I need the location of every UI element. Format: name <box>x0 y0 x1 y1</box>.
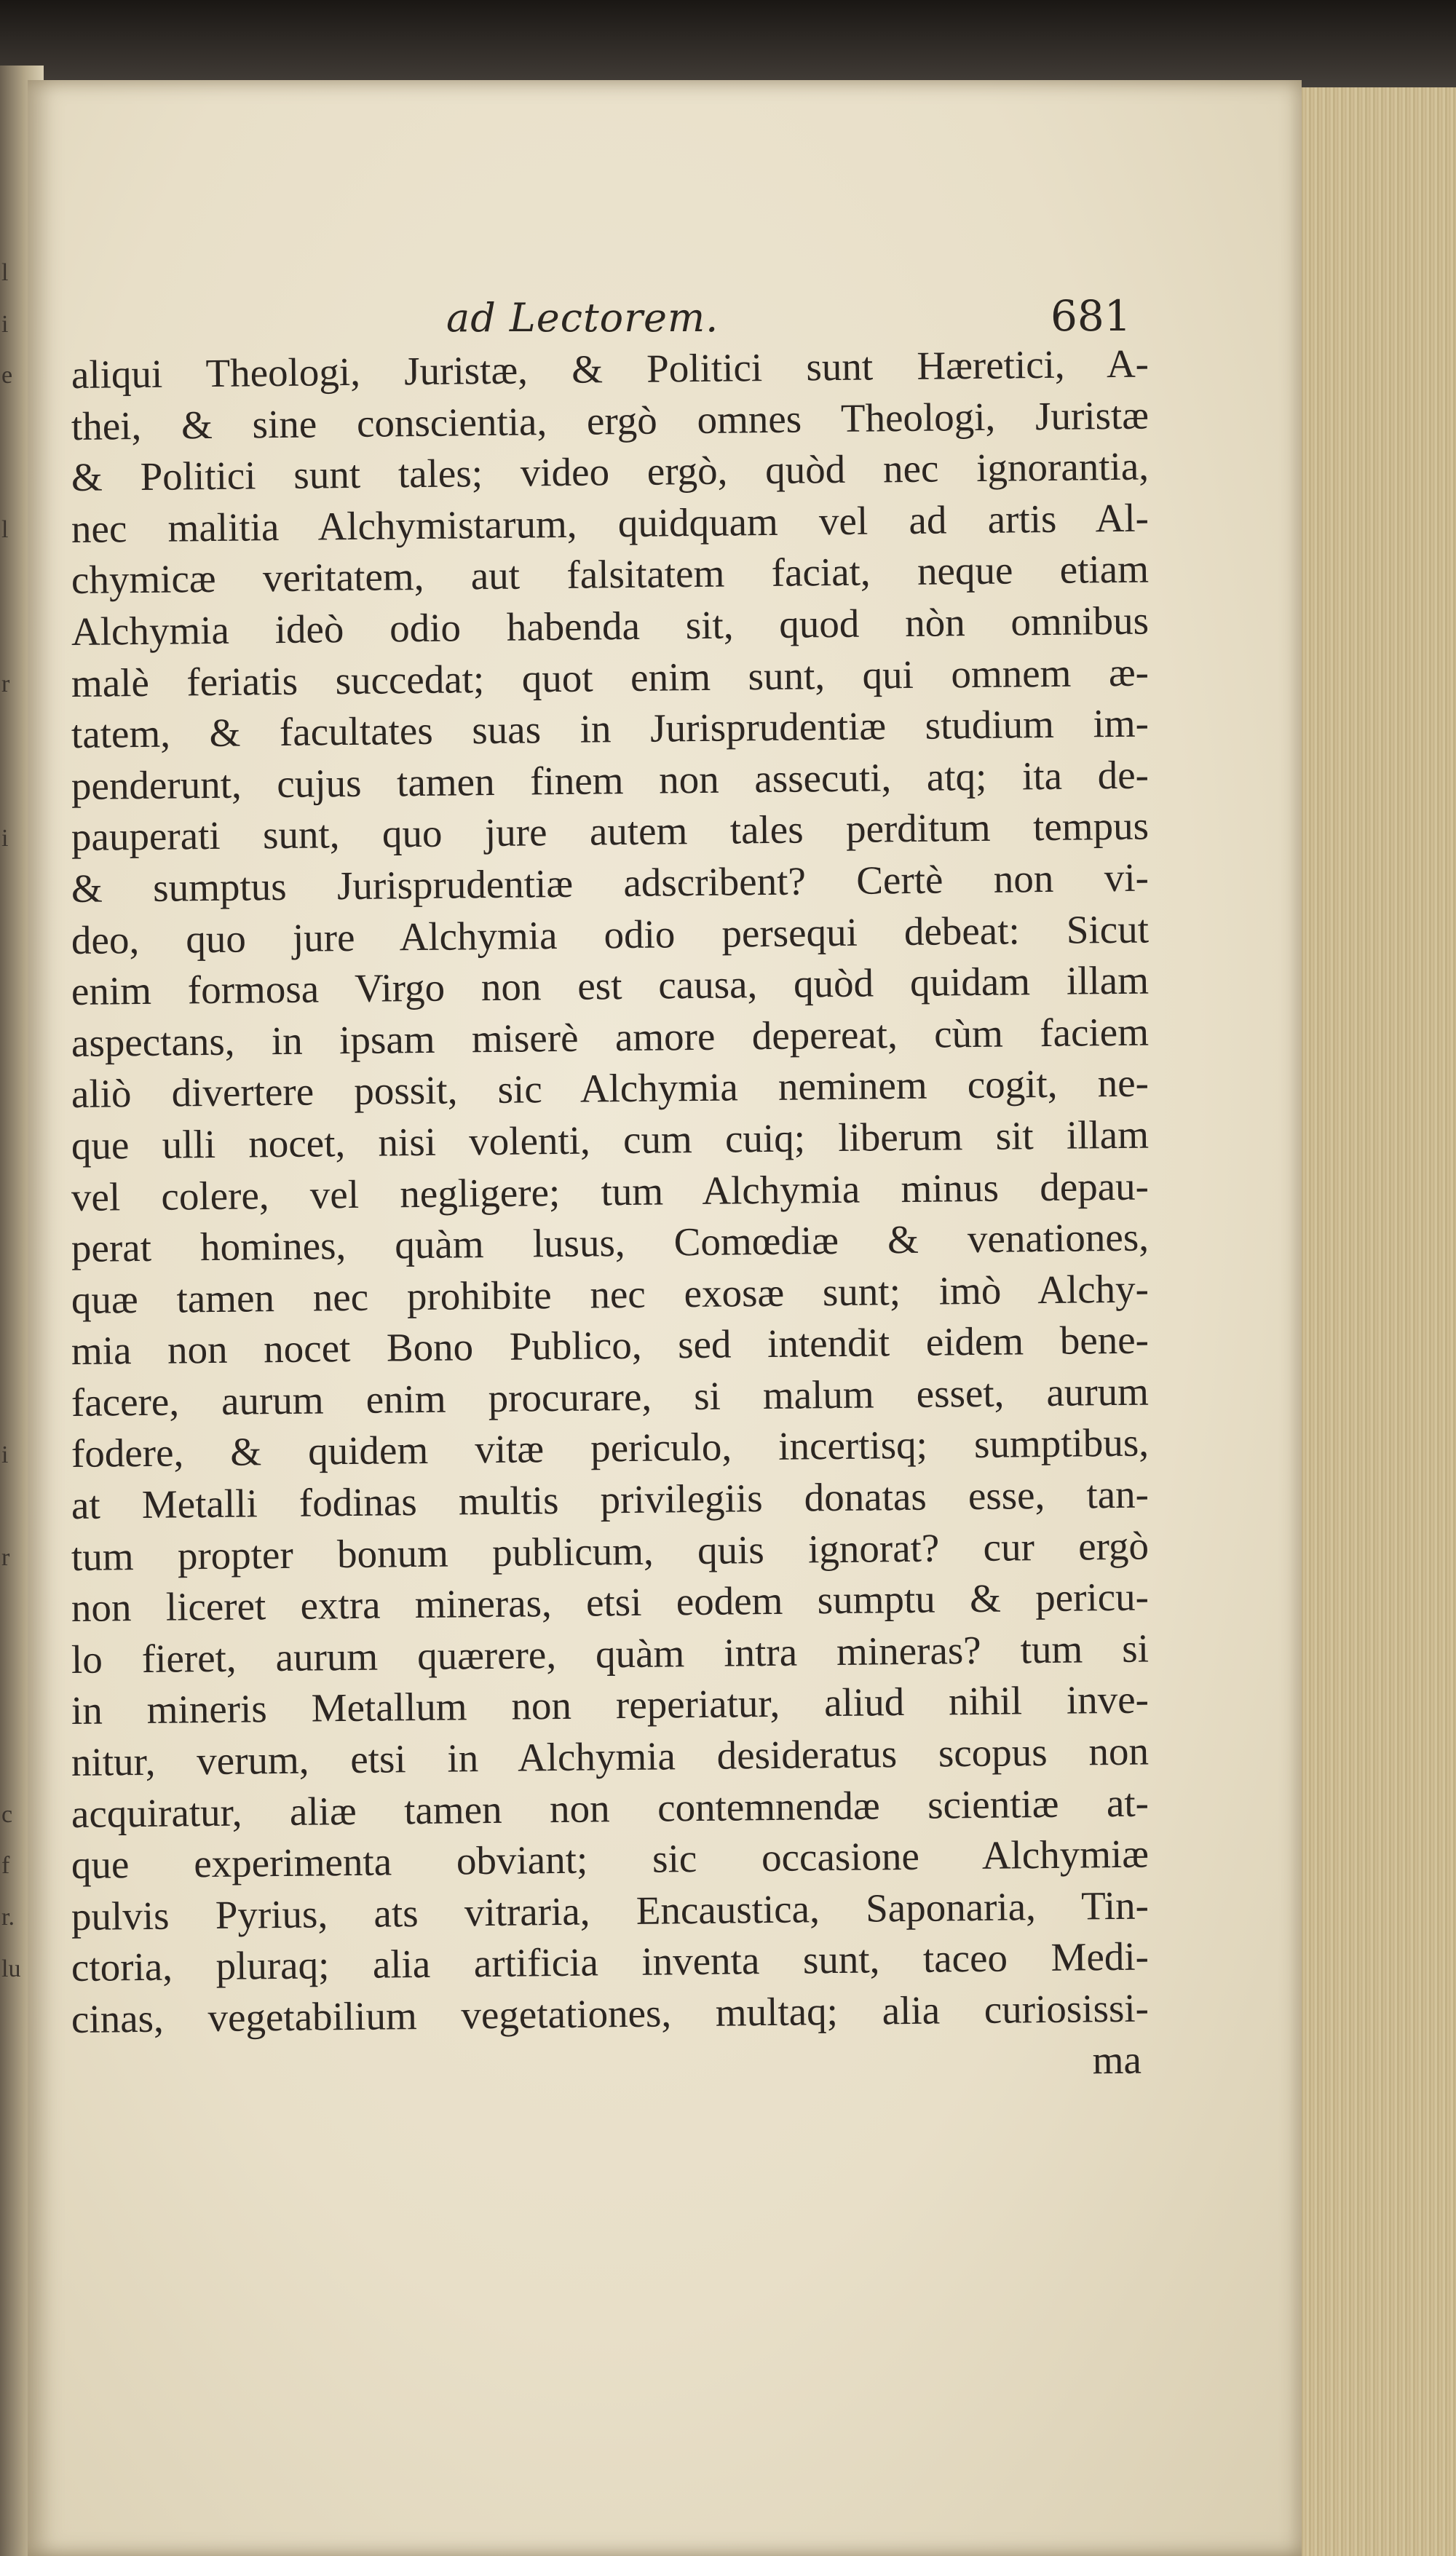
text-line: pulvis Pyrius, ats vitraria, Encaustica, Saponaria, Tin- <box>71 1883 1150 1939</box>
text-line: enim formosa Virgo non est causa, quòd quidam illam <box>71 957 1150 1014</box>
margin-fragment <box>1 1018 31 1070</box>
margin-fragment <box>1 556 31 608</box>
margin-fragment <box>1 710 31 761</box>
margin-fragment <box>1 453 31 505</box>
text-line: facere, aurum enim procurare, si malum esset, aurum <box>71 1369 1150 1425</box>
margin-fragment <box>1 1738 31 1789</box>
text-line: cinas, vegetabilium vegetationes, multaq; alia curiosissi- <box>71 1985 1150 2041</box>
page-number: 681 <box>1051 291 1131 341</box>
margin-fragment <box>1 1326 31 1378</box>
margin-fragment: lu <box>1 1955 21 1982</box>
margin-fragment <box>1 967 31 1018</box>
margin-fragment <box>1 916 31 968</box>
text-line: & sumptus Jurisprudentiæ adscribent? Certè non vi- <box>71 855 1150 911</box>
margin-fragment <box>1 607 31 659</box>
running-head: ad Lectorem. <box>446 295 719 341</box>
text-line: perat homines, quàm lusus, Comœdiæ & venationes, <box>71 1214 1150 1271</box>
margin-fragment: r <box>1 670 10 697</box>
margin-fragment: l <box>1 259 9 286</box>
margin-fragment: c <box>1 1800 13 1828</box>
text-line: & Politici sunt tales; video ergò, quòd nec ignorantia, <box>71 443 1150 500</box>
margin-fragment: r <box>1 1543 10 1571</box>
text-line: lo fieret, aurum quærere, quàm intra mineras? tum si <box>71 1626 1150 1682</box>
text-line: aliqui Theologi, Juristæ, & Politici sunt Hæretici, A- <box>71 341 1150 397</box>
margin-fragment <box>1 1121 31 1173</box>
margin-fragment: r. <box>1 1904 15 1931</box>
margin-fragment <box>1 1481 31 1532</box>
text-line: at Metalli fodinas multis privilegiis donatas esse, tan- <box>71 1471 1150 1528</box>
text-line: Alchymia ideò odio habenda sit, quod nòn omnibus <box>71 598 1150 654</box>
text-line: in mineris Metallum non reperiatur, aliud nihil inve- <box>71 1677 1150 1733</box>
margin-fragment <box>1 1070 31 1122</box>
text-line: tum propter bonum publicum, quis ignorat? cur ergò <box>71 1523 1150 1579</box>
text-line: deo, quo jure Alchymia odio persequi debeat: Sicut <box>71 906 1150 962</box>
text-line: pauperati sunt, quo jure autem tales perditum tempus <box>71 803 1150 860</box>
body-text <box>71 341 1150 2097</box>
margin-fragment <box>1 1173 31 1224</box>
text-line: vel colere, vel negligere; tum Alchymia minus depau- <box>71 1163 1150 1219</box>
margin-fragment <box>1 1635 31 1687</box>
margin-fragment <box>1 1224 31 1275</box>
text-line: quæ tamen nec prohibite nec exosæ sunt; imò Alchy- <box>71 1266 1150 1322</box>
margin-fragment <box>1 1378 31 1430</box>
margin-fragment: i <box>1 310 9 338</box>
text-line: nec malitia Alchymistarum, quidquam vel ad artis Al- <box>71 495 1150 551</box>
text-line: aliò divertere possit, sic Alchymia neminem cogit, ne- <box>71 1060 1150 1117</box>
margin-fragment <box>1 761 31 813</box>
text-line: fodere, & quidem vitæ periculo, incertisq; sumptibus, <box>71 1420 1150 1476</box>
margin-fragment: l <box>1 515 9 543</box>
text-line: ctoria, pluraq; alia artificia inventa sunt, taceo Medi- <box>71 1934 1150 1990</box>
margin-fragment <box>1 864 31 916</box>
text-line: aspectans, in ipsam miserè amore depereat, cùm faciem <box>71 1009 1150 1065</box>
book-page <box>28 80 1302 2556</box>
margin-fragment: i <box>1 824 9 852</box>
margin-fragment <box>1 402 31 454</box>
text-line: thei, & sine conscientia, ergò omnes Theologi, Juristæ <box>71 392 1150 448</box>
text-line: nitur, verum, etsi in Alchymia desideratus scopus non <box>71 1728 1150 1785</box>
text-line: ma <box>1092 2037 1142 2082</box>
text-line: non liceret extra mineras, etsi eodem sumptu & pericu- <box>71 1574 1150 1631</box>
margin-fragment: i <box>1 1441 9 1468</box>
text-line: penderunt, cujus tamen finem non assecuti, atq; ita de- <box>71 752 1150 808</box>
margin-fragment <box>1 1275 31 1327</box>
text-line: acquiratur, aliæ tamen non contemnendæ scientiæ at- <box>71 1780 1150 1836</box>
margin-fragment: e <box>1 362 13 389</box>
margin-fragment <box>1 1583 31 1635</box>
text-line: que experimenta obviant; sic occasione Alchymiæ <box>71 1831 1150 1888</box>
text-line: chymicæ veritatem, aut falsitatem faciat, neque etiam <box>71 546 1150 603</box>
margin-fragment <box>1 1687 31 1738</box>
text-line: mia non nocet Bono Publico, sed intendit eidem bene- <box>71 1317 1150 1374</box>
text-line: malè feriatis succedat; quot enim sunt, qui omnem æ- <box>71 649 1150 705</box>
facing-page-margin <box>1 248 31 1995</box>
text-line: que ulli nocet, nisi volenti, cum cuiq; liberum sit illam <box>71 1112 1150 1168</box>
text-line: tatem, & facultates suas in Jurisprudentiæ studium im- <box>71 700 1150 757</box>
margin-fragment: f <box>1 1852 10 1880</box>
